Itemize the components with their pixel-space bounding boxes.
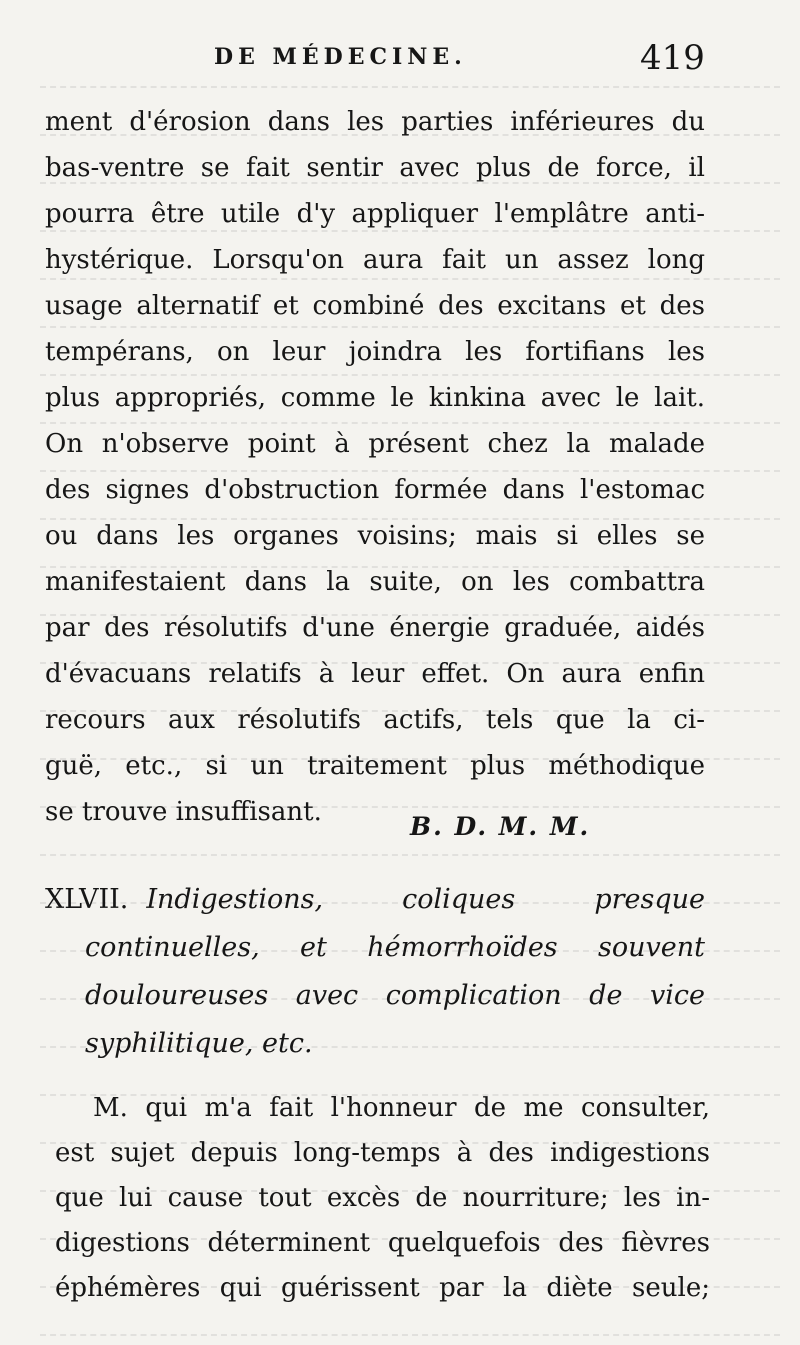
heading-line: syphilitique, etc.: [85, 1028, 313, 1059]
text-line: guë, etc., si un traitement plus méthodique: [45, 751, 705, 781]
section-heading: [45, 876, 705, 1068]
text-line: ou dans les organes voisins; mais si elles se: [45, 521, 705, 551]
text-line: que lui cause tout excès de nourriture; les in-: [55, 1183, 710, 1213]
running-title: DE MÉDECINE.: [214, 44, 467, 70]
text-line: des signes d'obstruction formée dans l'estomac: [45, 475, 705, 505]
text-line: par des résolutifs d'une énergie graduée, aidés: [45, 613, 705, 643]
text-line: manifestaient dans la suite, on les combattra: [45, 567, 705, 597]
heading-line: continuelles, et hémorrhoïdes souvent: [85, 932, 705, 963]
heading-line: [45, 876, 705, 924]
text-line: se trouve insuffisant.: [45, 797, 322, 827]
section-number: XLVII.: [45, 884, 129, 915]
text-line: pourra être utile d'y appliquer l'emplâtre anti-: [45, 199, 705, 229]
page-header: [0, 38, 800, 82]
author-signature: B. D. M. M.: [410, 812, 591, 841]
text-line: ment d'érosion dans les parties inférieures du: [45, 107, 705, 137]
heading-text: Indigestions, coliques presque: [146, 884, 705, 915]
heading-line: douloureuses avec complication de vice: [85, 980, 705, 1011]
text-line: hystérique. Lorsqu'on aura fait un assez long: [45, 245, 705, 275]
page-number: 419: [640, 38, 705, 78]
paragraph-continued: [45, 99, 705, 835]
text-line: plus appropriés, comme le kinkina avec le lait.: [45, 383, 705, 413]
text-line: d'évacuans relatifs à leur effet. On aura enfin: [45, 659, 705, 689]
text-line: On n'observe point à présent chez la malade: [45, 429, 705, 459]
paragraph-case: [55, 1086, 710, 1311]
text-line: M. qui m'a fait l'honneur de me consulter,: [93, 1093, 710, 1123]
text-line: bas-ventre se fait sentir avec plus de force, il: [45, 153, 705, 183]
text-line: recours aux résolutifs actifs, tels que la ci-: [45, 705, 705, 735]
text-line: digestions déterminent quelquefois des fièvres: [55, 1228, 710, 1258]
text-line: tempérans, on leur joindra les fortifians les: [45, 337, 705, 367]
text-line: usage alternatif et combiné des excitans et des: [45, 291, 705, 321]
text-line: est sujet depuis long-temps à des indigestions: [55, 1138, 710, 1168]
text-line: éphémères qui guérissent par la diète seule;: [55, 1273, 710, 1303]
